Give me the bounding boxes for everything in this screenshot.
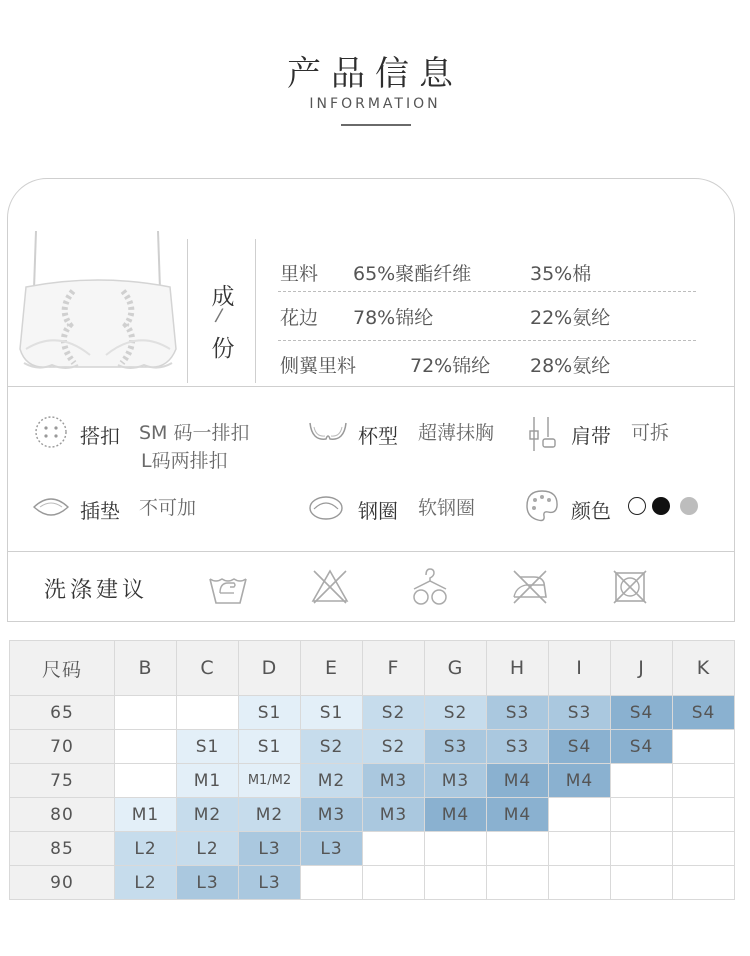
composition-value-a: 78%锦纶 xyxy=(353,307,434,329)
size-cell: S3 xyxy=(425,730,487,764)
size-cell xyxy=(611,764,673,798)
composition-value-b: 28%氨纶 xyxy=(530,355,611,377)
color-swatch-grey[interactable] xyxy=(680,497,698,515)
size-cell: L2 xyxy=(115,832,177,866)
composition-label-text: 成份 xyxy=(211,284,235,362)
color-swatch-white[interactable] xyxy=(628,497,646,515)
size-cell: M3 xyxy=(301,798,363,832)
feature-value-clasp-1: SM 码一排扣 xyxy=(139,422,250,444)
size-cell: M2 xyxy=(239,798,301,832)
table-row xyxy=(10,764,735,798)
size-cell xyxy=(177,696,239,730)
size-cell: M3 xyxy=(425,764,487,798)
cup-header: F xyxy=(363,641,425,696)
size-cell xyxy=(115,764,177,798)
composition-divider xyxy=(255,239,256,383)
size-cell xyxy=(549,866,611,900)
size-cell xyxy=(363,832,425,866)
composition-label-divider: / xyxy=(213,304,225,327)
size-cell: S2 xyxy=(363,730,425,764)
cup-header: D xyxy=(239,641,301,696)
size-cell: S4 xyxy=(549,730,611,764)
size-cell: S1 xyxy=(301,696,363,730)
size-cell: M3 xyxy=(363,764,425,798)
size-cell: S1 xyxy=(239,696,301,730)
band-size: 90 xyxy=(10,866,115,900)
size-cell xyxy=(425,866,487,900)
size-cell: S2 xyxy=(363,696,425,730)
composition-value-b: 35%棉 xyxy=(530,263,592,285)
cup-header: E xyxy=(301,641,363,696)
size-cell xyxy=(115,696,177,730)
cup-header: G xyxy=(425,641,487,696)
size-cell: M1 xyxy=(115,798,177,832)
size-cell xyxy=(673,798,735,832)
size-cell: M2 xyxy=(301,764,363,798)
size-cell: L3 xyxy=(239,832,301,866)
composition-label xyxy=(206,271,240,375)
feature-value-strap: 可拆 xyxy=(631,422,670,444)
underwire-icon xyxy=(308,495,344,521)
size-table-corner: 尺码 xyxy=(10,641,115,696)
size-cell: M3 xyxy=(363,798,425,832)
feature-value-clasp-2: L码两排扣 xyxy=(141,450,228,472)
size-cell xyxy=(611,832,673,866)
color-swatch-black[interactable] xyxy=(652,497,670,515)
product-image xyxy=(18,229,178,379)
cup-header: B xyxy=(115,641,177,696)
band-size: 65 xyxy=(10,696,115,730)
composition-separator xyxy=(278,291,696,292)
feature-value-wire: 软钢圈 xyxy=(418,497,476,519)
table-row xyxy=(10,798,735,832)
no-bleach-icon xyxy=(310,567,350,607)
size-cell: S1 xyxy=(177,730,239,764)
size-cell: M1 xyxy=(177,764,239,798)
pad-icon xyxy=(32,495,70,519)
page-subtitle: INFORMATION xyxy=(309,96,441,112)
title-underline xyxy=(341,124,411,126)
composition-value-a: 72%锦纶 xyxy=(410,355,491,377)
size-cell xyxy=(673,866,735,900)
size-cell: S3 xyxy=(487,730,549,764)
size-cell: M1/M2 xyxy=(239,764,301,798)
cup-header: K xyxy=(673,641,735,696)
table-row xyxy=(10,730,735,764)
size-cell: M4 xyxy=(487,764,549,798)
product-info-card xyxy=(7,178,735,622)
size-cell: L2 xyxy=(115,866,177,900)
size-table-header xyxy=(10,641,735,696)
image-divider xyxy=(187,239,188,383)
size-cell xyxy=(611,866,673,900)
composition-value-a: 65%聚酯纤维 xyxy=(353,263,472,285)
size-cell xyxy=(487,832,549,866)
size-table xyxy=(9,640,735,900)
band-size: 75 xyxy=(10,764,115,798)
band-size: 85 xyxy=(10,832,115,866)
no-tumble-dry-icon xyxy=(612,567,648,607)
cup-header: H xyxy=(487,641,549,696)
size-cell xyxy=(673,764,735,798)
size-cell xyxy=(363,866,425,900)
feature-label-strap: 肩带 xyxy=(571,424,611,448)
size-cell: L3 xyxy=(239,866,301,900)
size-cell: M4 xyxy=(487,798,549,832)
band-size: 80 xyxy=(10,798,115,832)
band-size: 70 xyxy=(10,730,115,764)
size-cell: S4 xyxy=(611,730,673,764)
section-divider xyxy=(8,386,734,387)
size-cell: M4 xyxy=(425,798,487,832)
table-row xyxy=(10,866,735,900)
size-cell: S4 xyxy=(673,696,735,730)
size-cell xyxy=(487,866,549,900)
cup-header: J xyxy=(611,641,673,696)
size-cell: L3 xyxy=(177,866,239,900)
size-cell xyxy=(301,866,363,900)
size-cell: S4 xyxy=(611,696,673,730)
cup-icon xyxy=(308,419,348,445)
hang-dry-icon xyxy=(410,567,450,607)
page-title: 产品信息 xyxy=(287,54,463,94)
feature-value-pad: 不可加 xyxy=(139,497,197,519)
table-row xyxy=(10,696,735,730)
composition-part: 侧翼里料 xyxy=(280,355,357,377)
cup-header: I xyxy=(549,641,611,696)
feature-label-clasp: 搭扣 xyxy=(80,424,120,448)
size-cell xyxy=(673,832,735,866)
size-cell: S2 xyxy=(425,696,487,730)
size-cell xyxy=(549,798,611,832)
size-cell: M4 xyxy=(549,764,611,798)
feature-value-cup: 超薄抹胸 xyxy=(418,422,495,444)
size-cell: S1 xyxy=(239,730,301,764)
size-cell xyxy=(425,832,487,866)
size-cell: M2 xyxy=(177,798,239,832)
size-cell: S3 xyxy=(487,696,549,730)
table-row xyxy=(10,832,735,866)
feature-label-cup: 杯型 xyxy=(358,424,398,448)
palette-icon xyxy=(524,488,560,524)
size-cell: S3 xyxy=(549,696,611,730)
feature-label-pad: 插垫 xyxy=(80,499,120,523)
size-cell: S2 xyxy=(301,730,363,764)
no-iron-icon xyxy=(510,567,550,607)
size-cell: L3 xyxy=(301,832,363,866)
size-cell xyxy=(115,730,177,764)
feature-label-wire: 钢圈 xyxy=(358,499,398,523)
size-cell: L2 xyxy=(177,832,239,866)
composition-part: 花边 xyxy=(280,307,319,329)
cup-header: C xyxy=(177,641,239,696)
composition-part: 里料 xyxy=(280,263,319,285)
composition-separator xyxy=(278,340,696,341)
feature-label-color: 颜色 xyxy=(571,499,611,523)
strap-icon xyxy=(528,415,558,453)
size-cell xyxy=(549,832,611,866)
hand-wash-icon xyxy=(206,567,250,607)
buttons-icon xyxy=(34,415,68,449)
size-cell xyxy=(611,798,673,832)
size-cell xyxy=(673,730,735,764)
section-divider xyxy=(8,551,734,552)
composition-value-b: 22%氨纶 xyxy=(530,307,611,329)
washing-label: 洗涤建议 xyxy=(44,578,149,603)
